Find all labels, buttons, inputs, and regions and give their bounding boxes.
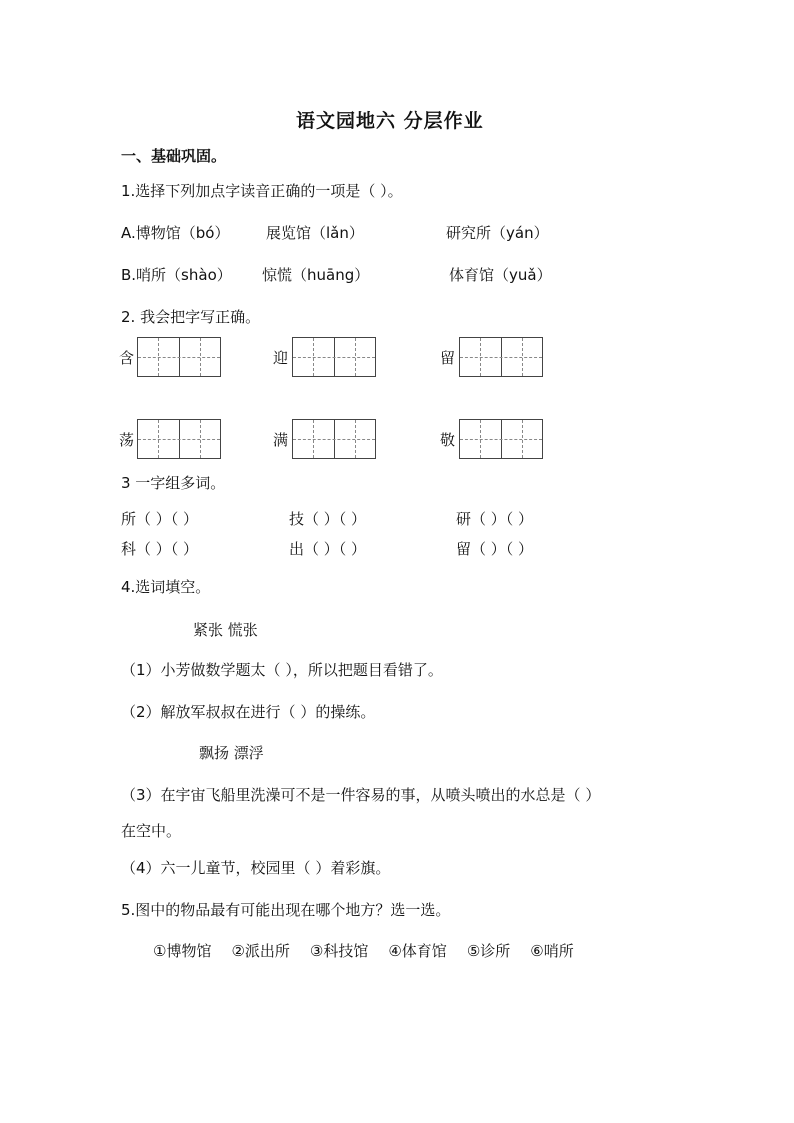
q1-option-a3: 研究所（yán）: [446, 224, 549, 242]
q3-blanks[interactable]: （ ）（ ）: [304, 510, 367, 528]
q4-sentence-4: （4）六一儿童节，校园里（ ）着彩旗。: [121, 859, 391, 877]
question-5-stem: 5.图中的物品最有可能出现在哪个地方？选一选。: [121, 901, 451, 919]
writing-grid[interactable]: [459, 419, 543, 459]
q5-option: ②派出所: [231, 942, 290, 960]
writing-grid[interactable]: [137, 419, 221, 459]
q3-item: [289, 538, 366, 559]
q3-char: 留: [456, 540, 472, 558]
q1-option-a2: 展览馆（lǎn）: [266, 224, 364, 242]
q2-char: 含: [119, 349, 135, 367]
q3-blanks[interactable]: （ ）（ ）: [136, 540, 199, 558]
q4-sentence-3-cont: 在空中。: [121, 822, 182, 840]
writing-grid[interactable]: [292, 419, 376, 459]
q3-item: [121, 508, 198, 529]
writing-grid[interactable]: [459, 337, 543, 377]
question-3-stem: 3 一字组多词。: [121, 474, 226, 492]
q1-option-b3: 体育馆（yuǎ）: [449, 266, 552, 284]
q3-char: 所: [121, 510, 137, 528]
q3-char: 出: [289, 540, 305, 558]
q2-char: 迎: [273, 349, 289, 367]
q3-item: [456, 538, 533, 559]
q5-option: ①博物馆: [153, 942, 212, 960]
q3-blanks[interactable]: （ ）（ ）: [471, 540, 534, 558]
q5-option: ③科技馆: [309, 942, 369, 960]
q1-option-b1: B.哨所（shào）: [121, 266, 232, 284]
q3-blanks[interactable]: （ ）（ ）: [136, 510, 199, 528]
q2-char: 敬: [440, 431, 456, 449]
question-1-stem: 1.选择下列加点字读音正确的一项是（ ）。: [121, 182, 403, 200]
q4-sentence-3: （3）在宇宙飞船里洗澡可不是一件容易的事，从喷头喷出的水总是（ ）: [121, 786, 601, 804]
q3-item: [456, 508, 533, 529]
q3-char: 研: [456, 510, 472, 528]
q3-char: 技: [289, 510, 305, 528]
q3-char: 科: [121, 540, 137, 558]
q4-sentence-1: （1）小芳做数学题太（ ），所以把题目看错了。: [121, 661, 443, 679]
q3-item: [121, 538, 198, 559]
q3-blanks[interactable]: （ ）（ ）: [471, 510, 534, 528]
q2-char: 满: [273, 431, 289, 449]
word-choices: 飘扬 漂浮: [199, 744, 264, 762]
q5-option: ⑤诊所: [466, 942, 511, 960]
q1-option-b2: 惊慌（huāng）: [262, 266, 370, 284]
q4-sentence-2: （2）解放军叔叔在进行（ ）的操练。: [121, 703, 376, 721]
q2-char: 留: [440, 349, 456, 367]
page-title: 语文园地六 分层作业: [296, 110, 484, 132]
writing-grid[interactable]: [292, 337, 376, 377]
question-2-stem: 2. 我会把字写正确。: [121, 308, 261, 326]
writing-grid[interactable]: [137, 337, 221, 377]
q5-option: ⑥哨所: [530, 942, 574, 960]
question-4-stem: 4.选词填空。: [121, 578, 211, 596]
section-heading: 一、基础巩固。: [121, 147, 227, 165]
q5-option-list: [153, 940, 574, 961]
word-choices: 紧张 慌张: [193, 621, 258, 639]
q1-option-a1: A.博物馆（bó）: [121, 224, 230, 242]
q5-option: ④体育馆: [388, 942, 447, 960]
q3-item: [289, 508, 366, 529]
q2-char: 荡: [119, 431, 135, 449]
q3-blanks[interactable]: （ ）（ ）: [304, 540, 367, 558]
